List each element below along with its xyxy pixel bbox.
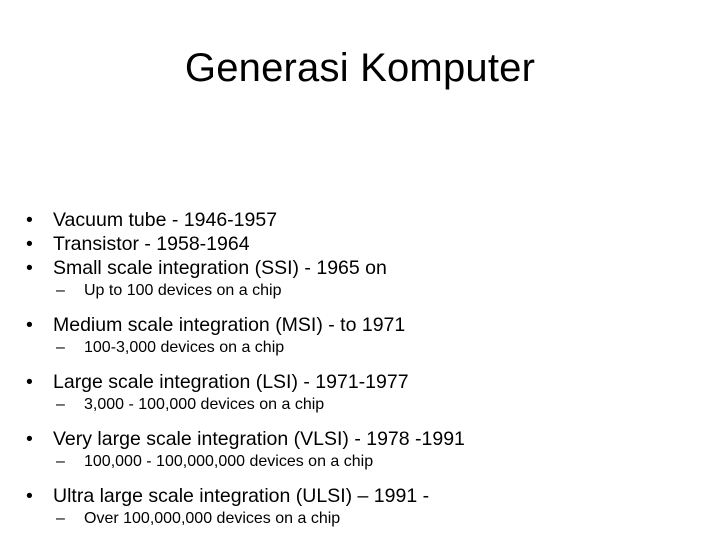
bullet-text: Transistor - 1958-1964 — [53, 233, 250, 255]
bullet-text: Medium scale integration (MSI) - to 1971 — [53, 314, 406, 336]
bullet-icon: • — [26, 314, 33, 336]
bullet-icon: • — [26, 371, 33, 393]
bullet-text: Vacuum tube - 1946-1957 — [53, 209, 278, 231]
sub-item-vlsi — [26, 451, 696, 472]
bullet-item-ulsi — [26, 484, 696, 508]
bullet-icon: • — [26, 428, 33, 450]
bullet-item-msi — [26, 313, 696, 337]
bullet-item-vlsi — [26, 427, 696, 451]
dash-icon: – — [56, 453, 65, 470]
sub-item-text: Over 100,000,000 devices on a chip — [84, 510, 341, 527]
bullet-list — [26, 208, 696, 529]
slide-title: Generasi Komputer — [184, 46, 536, 90]
sub-item-text: 100-3,000 devices on a chip — [84, 339, 285, 356]
bullet-icon: • — [26, 485, 33, 507]
bullet-item-transistor — [26, 232, 696, 256]
bullet-text: Ultra large scale integration (ULSI) – 1991 - — [53, 485, 430, 507]
dash-icon: – — [56, 282, 65, 299]
bullet-text: Very large scale integration (VLSI) - 1978 -1991 — [53, 428, 465, 450]
sub-item-text: Up to 100 devices on a chip — [84, 282, 282, 299]
bullet-item-lsi — [26, 370, 696, 394]
sub-item-lsi — [26, 394, 696, 415]
sub-item-ssi — [26, 280, 696, 301]
dash-icon: – — [56, 510, 65, 527]
sub-item-ulsi — [26, 508, 696, 529]
sub-item-msi — [26, 337, 696, 358]
sub-item-text: 100,000 - 100,000,000 devices on a chip — [84, 453, 374, 470]
bullet-item-ssi — [26, 256, 696, 280]
bullet-icon: • — [26, 209, 33, 231]
sub-item-text: 3,000 - 100,000 devices on a chip — [84, 396, 325, 413]
dash-icon: – — [56, 339, 65, 356]
dash-icon: – — [56, 396, 65, 413]
bullet-item-vacuum-tube — [26, 208, 696, 232]
bullet-text: Large scale integration (LSI) - 1971-1977 — [53, 371, 409, 393]
bullet-text: Small scale integration (SSI) - 1965 on — [53, 257, 387, 279]
bullet-icon: • — [26, 233, 33, 255]
bullet-icon: • — [26, 257, 33, 279]
